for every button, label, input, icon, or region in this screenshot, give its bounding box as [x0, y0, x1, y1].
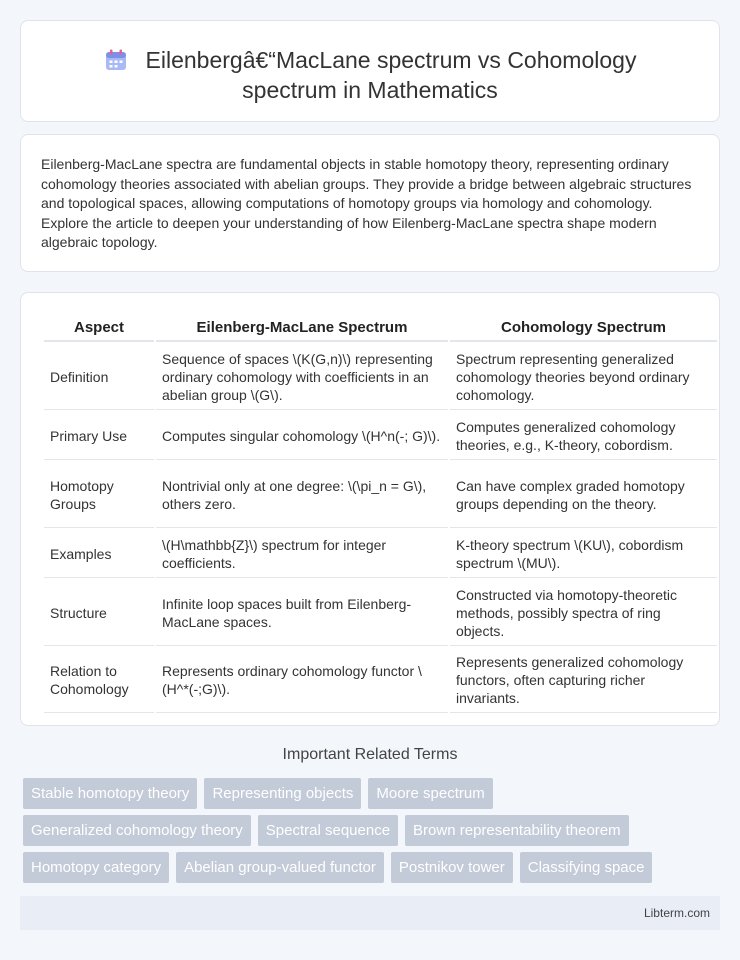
header-aspect: Aspect: [44, 319, 154, 342]
related-terms-title: Important Related Terms: [282, 746, 458, 763]
eilenberg-maclane-cell: \(H\mathbb{Z}\) spectrum for integer coefficients.: [156, 530, 448, 578]
title-line-1: Eilenbergâ€“MacLane spectrum vs Cohomology: [145, 47, 637, 73]
cohomology-cell: Spectrum representing generalized cohomology theories beyond ordinary cohomology.: [450, 344, 717, 410]
aspect-cell: Relation to Cohomology: [44, 648, 154, 713]
cohomology-cell: Represents generalized cohomology functors, often capturing richer invariants.: [450, 648, 717, 713]
title-card: [20, 20, 720, 122]
cohomology-cell: K-theory spectrum \(KU\), cobordism spectrum \(MU\).: [450, 530, 717, 578]
table-row: [44, 344, 717, 410]
eilenberg-maclane-cell: Sequence of spaces \(K(G,n)\) representing ordinary cohomology with coefficients in an abelian group \(G\).: [156, 344, 448, 410]
title-line-2: spectrum in Mathematics: [242, 77, 498, 103]
tag-representing-objects[interactable]: Representing objects: [204, 778, 361, 809]
cohomology-cell: Can have complex graded homotopy groups depending on the theory.: [450, 462, 717, 528]
footer: [20, 896, 720, 930]
eilenberg-maclane-cell: Computes singular cohomology \(H^n(-; G)\).: [156, 412, 448, 460]
table-row: [44, 462, 717, 528]
eilenberg-maclane-cell: Infinite loop spaces built from Eilenberg-MacLane spaces.: [156, 580, 448, 646]
table-row: [44, 412, 717, 460]
related-terms-list: [23, 778, 723, 889]
table-row: [44, 530, 717, 578]
tag-classifying-space[interactable]: Classifying space: [520, 852, 653, 883]
tag-row: [23, 815, 723, 846]
tag-stable-homotopy-theory[interactable]: Stable homotopy theory: [23, 778, 197, 809]
calendar-icon: [104, 48, 128, 72]
intro-text: Eilenberg-MacLane spectra are fundamental objects in stable homotopy theory, representing ordinary cohomology theories associated with abelian groups. They provide a bridge between algebraic structures and topological spaces, allowing computations of homotopy groups via homology and cohomology. Explore the article to deepen your understanding of how Eilenberg-MacLane spectra shape modern algebraic topology.: [41, 156, 692, 250]
tag-homotopy-category[interactable]: Homotopy category: [23, 852, 169, 883]
aspect-cell: Homotopy Groups: [44, 462, 154, 528]
aspect-cell: Primary Use: [44, 412, 154, 460]
tag-brown-representability-theorem[interactable]: Brown representability theorem: [405, 815, 629, 846]
header-cohomology: Cohomology Spectrum: [450, 319, 717, 342]
cohomology-cell: Computes generalized cohomology theories, e.g., K-theory, cobordism.: [450, 412, 717, 460]
tag-moore-spectrum[interactable]: Moore spectrum: [368, 778, 492, 809]
tag-abelian-group-valued-functor[interactable]: Abelian group-valued functor: [176, 852, 384, 883]
tag-postnikov-tower[interactable]: Postnikov tower: [391, 852, 513, 883]
tag-generalized-cohomology-theory[interactable]: Generalized cohomology theory: [23, 815, 251, 846]
aspect-cell: Structure: [44, 580, 154, 646]
tag-row: [23, 852, 723, 883]
table-header-row: [44, 319, 717, 342]
table-row: [44, 648, 717, 713]
cohomology-cell: Constructed via homotopy-theoretic methods, possibly spectra of ring objects.: [450, 580, 717, 646]
page-title: [21, 45, 719, 105]
eilenberg-maclane-cell: Represents ordinary cohomology functor \(H^*(-;G)\).: [156, 648, 448, 713]
comparison-card: [20, 292, 720, 726]
intro-card: [20, 134, 720, 272]
header-eilenberg-maclane: Eilenberg-MacLane Spectrum: [156, 319, 448, 342]
comparison-table: [42, 317, 719, 715]
aspect-cell: Examples: [44, 530, 154, 578]
eilenberg-maclane-cell: Nontrivial only at one degree: \(\pi_n = G\), others zero.: [156, 462, 448, 528]
footer-brand-link[interactable]: Libterm.com: [643, 906, 710, 920]
aspect-cell: Definition: [44, 344, 154, 410]
table-row: [44, 580, 717, 646]
tag-spectral-sequence[interactable]: Spectral sequence: [258, 815, 398, 846]
tag-row: [23, 778, 723, 809]
